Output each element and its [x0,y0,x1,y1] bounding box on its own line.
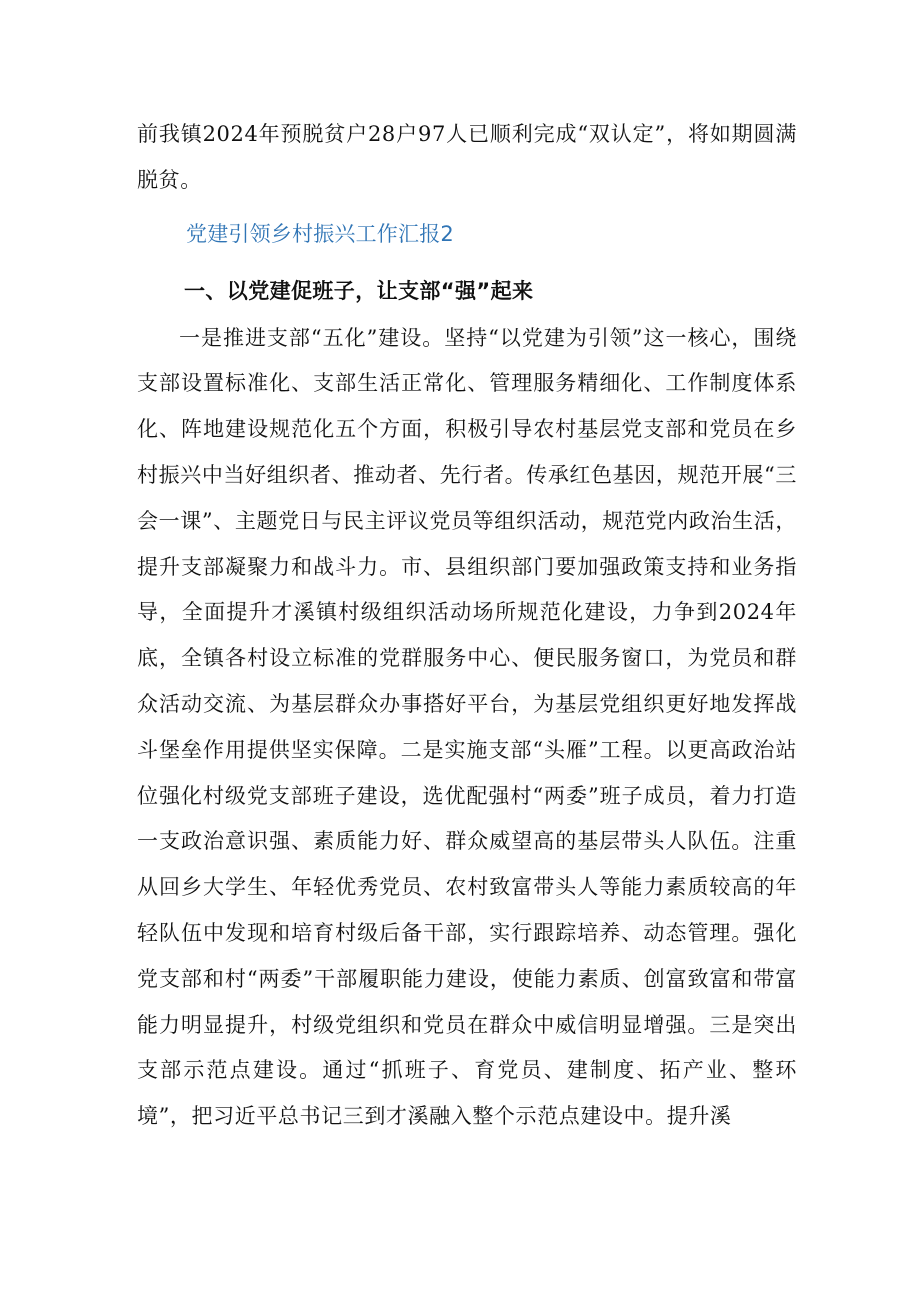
section-heading: 一、以党建促班子，让支部“强”起来 [184,278,534,303]
document-content [137,112,797,1140]
body-paragraph: 一是推进支部“五化”建设。坚持“以党建为引领”这一核心，围绕支部设置标准化、支部生活正常化、管理服务精细化、工作制度体系化、阵地建设规范化五个方面，积极引导农村基层党支部和党员在乡村振兴中当好组织者、推动者、先行者。传承红色基因，规范开展“三会一课”、主题党日与民主评议党员等组织活动，规范党内政治生活，提升支部凝聚力和战斗力。市、县组织部门要加强政策支持和业务指导，全面提升才溪镇村级组织活动场所规范化建设，力争到2024年底，全镇各村设立标准的党群服务中心、便民服务窗口，为党员和群众活动交流、为基层群众办事搭好平台，为基层党组织更好地发挥战斗堡垒作用提供坚实保障。二是实施支部“头雁”工程。以更高政治站位强化村级党支部班子建设，选优配强村“两委”班子成员，着力打造一支政治意识强、素质能力好、群众威望高的基层带头人队伍。注重从回乡大学生、年轻优秀党员、农村致富带头人等能力素质较高的年轻队伍中发现和培育村级后备干部，实行跟踪培养、动态管理。强化党支部和村“两委”干部履职能力建设，使能力素质、创富致富和带富能力明显提升，村级党组织和党员在群众中威信明显增强。三是突出支部示范点建设。通过“抓班子、育党员、建制度、拓产业、整环境”，把习近平总书记三到才溪融入整个示范点建设中。提升溪 [137,325,797,1129]
document-title: 党建引领乡村振兴工作汇报2 [186,221,454,246]
intro-paragraph: 前我镇2024年预脱贫户28户97人已顺利完成“双认定”，将如期圆满脱贫。 [137,122,797,192]
